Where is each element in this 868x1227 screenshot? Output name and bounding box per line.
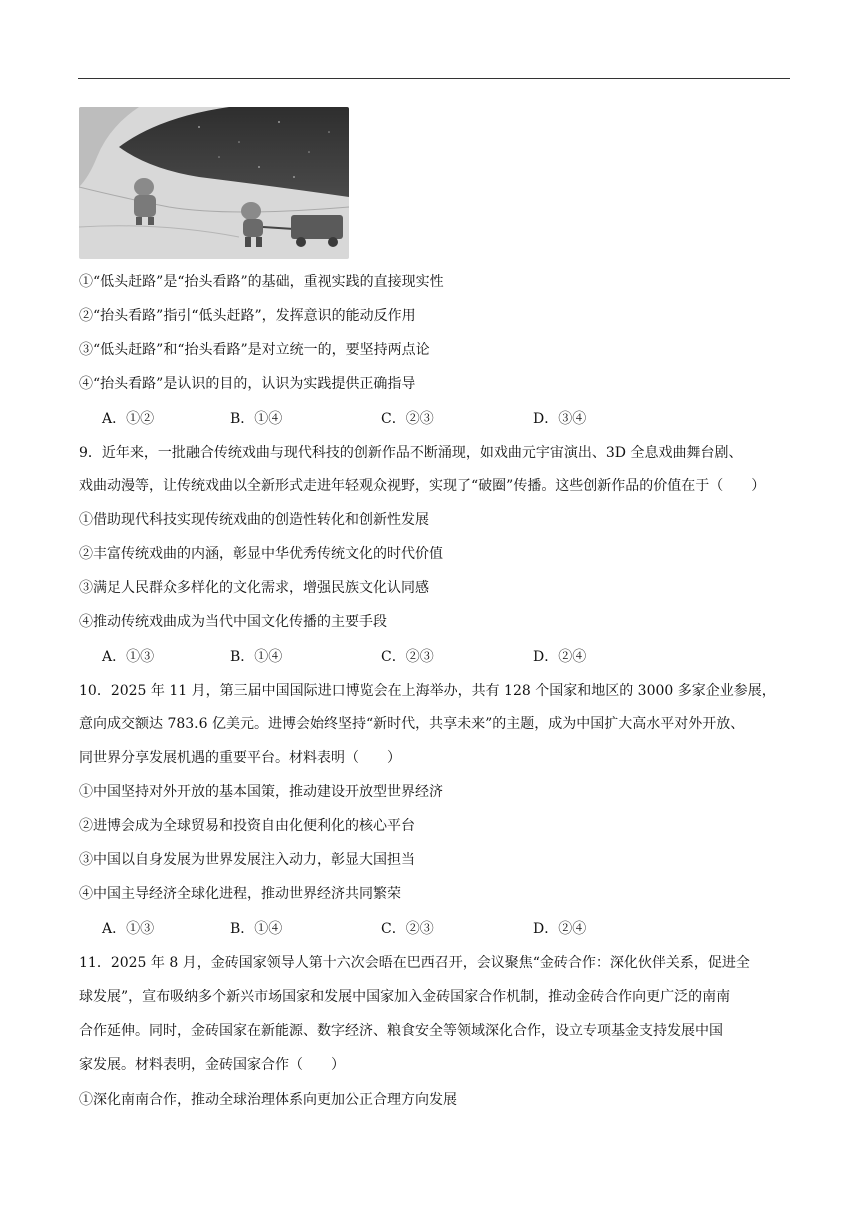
q10-stem-line-2: 意向成交额达 783.6 亿美元。进博会始终坚持“新时代，共享未来”的主题，成为中国扩大高水平对外开放、 <box>79 716 745 732</box>
q10-option-d[interactable]: D．②④ <box>533 921 587 937</box>
q10-statement-3: ③中国以自身发展为世界发展注入动力，彰显大国担当 <box>79 852 415 868</box>
q10-statement-1: ①中国坚持对外开放的基本国策，推动建设开放型世界经济 <box>79 784 443 800</box>
illustration-svg <box>79 107 349 259</box>
q9-statement-3: ③满足人民群众多样化的文化需求，增强民族文化认同感 <box>79 580 429 596</box>
q8-statement-1: ①“低头赶路”是“抬头看路”的基础，重视实践的直接现实性 <box>79 274 444 290</box>
q10-option-b[interactable]: B．①④ <box>230 921 283 937</box>
q8-option-b[interactable]: B．①④ <box>230 411 283 427</box>
cartoon-illustration <box>79 107 349 259</box>
q9-option-c[interactable]: C．②③ <box>381 649 434 665</box>
q9-option-d[interactable]: D．②④ <box>533 649 587 665</box>
q8-statement-4: ④“抬头看路”是认识的目的，认识为实践提供正确指导 <box>79 376 416 392</box>
q11-statement-1: ①深化南南合作，推动全球治理体系向更加公正合理方向发展 <box>79 1092 457 1108</box>
q9-stem-line-2: 戏曲动漫等，让传统戏曲以全新形式走进年轻观众视野，实现了“破圈”传播。这些创新作品的价值在于（ ） <box>79 478 766 494</box>
q9-stem-line-1: 9．近年来，一批融合传统戏曲与现代科技的创新作品不断涌现，如戏曲元宇宙演出、3D 全息戏曲舞台剧、 <box>79 445 743 461</box>
q10-option-a[interactable]: A．①③ <box>102 921 155 937</box>
q11-stem-line-3: 合作延伸。同时，金砖国家在新能源、数字经济、粮食安全等领域深化合作，设立专项基金支持发展中国 <box>79 1023 723 1039</box>
q9-option-b[interactable]: B．①④ <box>230 649 283 665</box>
q8-statement-2: ②“抬头看路”指引“低头赶路”，发挥意识的能动反作用 <box>79 308 416 324</box>
q10-option-c[interactable]: C．②③ <box>381 921 434 937</box>
q10-stem-line-1: 10．2025 年 11 月，第三届中国国际进口博览会在上海举办，共有 128 个国家和地区的 3000 多家企业参展， <box>79 683 776 699</box>
q10-stem-line-3: 同世界分享发展机遇的重要平台。材料表明（ ） <box>79 750 401 766</box>
q11-stem-line-2: 球发展”，宣布吸纳多个新兴市场国家和发展中国家加入金砖国家合作机制，推动金砖合作向更广泛的南南 <box>79 989 731 1005</box>
q9-statement-2: ②丰富传统戏曲的内涵，彰显中华优秀传统文化的时代价值 <box>79 546 443 562</box>
q8-option-c[interactable]: C．②③ <box>381 411 434 427</box>
header-rule <box>78 78 790 79</box>
q8-option-a[interactable]: A．①② <box>102 411 155 427</box>
q11-stem-line-4: 家发展。材料表明，金砖国家合作（ ） <box>79 1057 345 1073</box>
q8-option-d[interactable]: D．③④ <box>533 411 587 427</box>
q10-statement-2: ②进博会成为全球贸易和投资自由化便利化的核心平台 <box>79 818 415 834</box>
q10-statement-4: ④中国主导经济全球化进程，推动世界经济共同繁荣 <box>79 886 401 902</box>
q9-statement-1: ①借助现代科技实现传统戏曲的创造性转化和创新性发展 <box>79 512 429 528</box>
q9-statement-4: ④推动传统戏曲成为当代中国文化传播的主要手段 <box>79 614 387 630</box>
q9-option-a[interactable]: A．①③ <box>102 649 155 665</box>
q11-stem-line-1: 11．2025 年 8 月，金砖国家领导人第十六次会晤在巴西召开，会议聚焦“金砖合作：深化伙伴关系，促进全 <box>79 955 750 971</box>
q8-statement-3: ③“低头赶路”和“抬头看路”是对立统一的，要坚持两点论 <box>79 342 430 358</box>
